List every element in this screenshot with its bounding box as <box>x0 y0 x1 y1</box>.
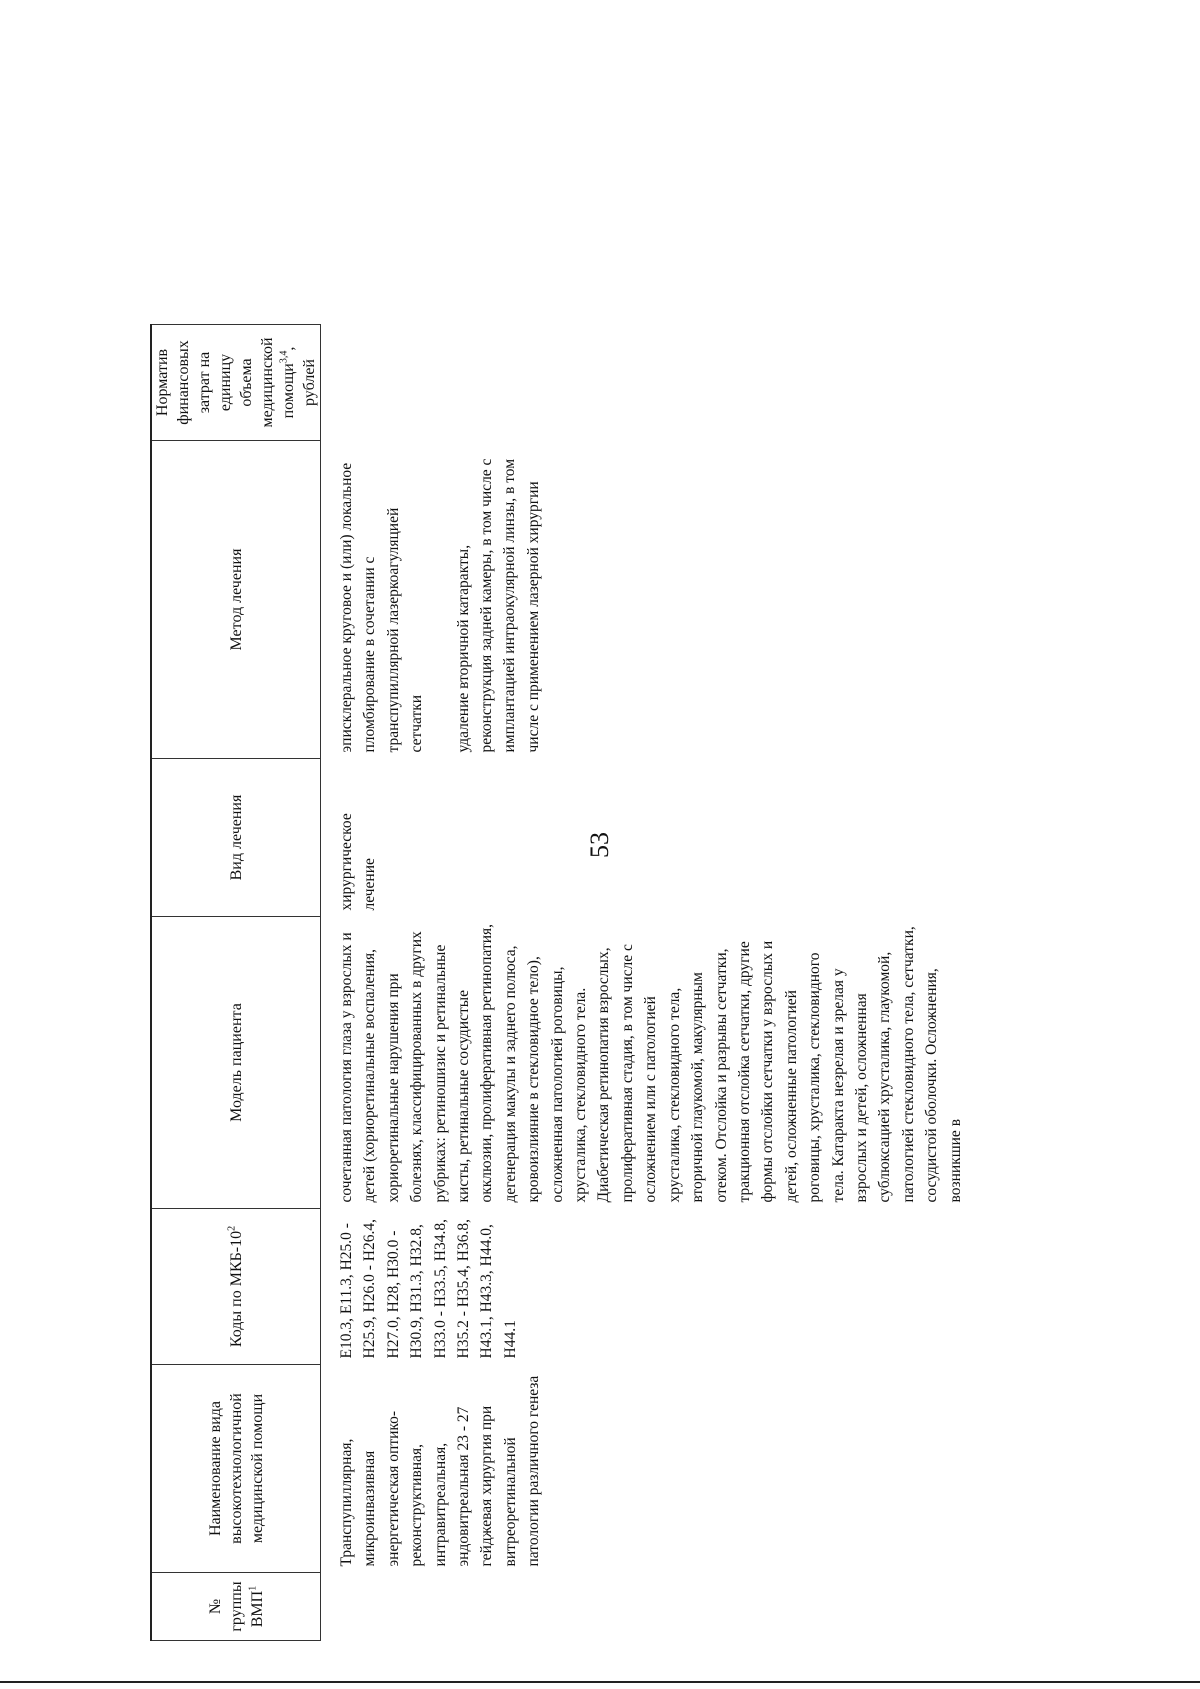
header-cost-norm: Норматив финансовых затрат на единицу объема медицинской помощи$^{3,4}$, рублей <box>151 325 321 441</box>
table-row <box>321 325 967 1641</box>
bottom-rule <box>0 1681 1200 1683</box>
rotated-table-container <box>150 49 1190 1641</box>
page-number: 53 <box>585 832 614 858</box>
cell-group-no <box>321 1573 967 1641</box>
cell-treatment-type: хирургическое лечение <box>338 813 379 911</box>
method-spacer <box>429 447 452 753</box>
table-header-row <box>151 325 321 1641</box>
cell-vmp-name: Транспупиллярная, микроинвазивная энергетическая оптико-реконструктивная, интравитреальная, эндовитреальная 23 - 27 гейджевая хирургия при витреоретинальной патологии различного генеза <box>338 1375 543 1567</box>
treatment-method-2: удаление вторичной катаракты, реконструкция задней камеры, в том числе с имплантацией интраокулярной линзы, в том числе с применением лазерной хирургии <box>454 458 542 753</box>
cell-cost-norm <box>321 325 967 441</box>
header-icd-codes: Коды по МКБ-$10^2$ <box>151 1209 321 1365</box>
treatment-method-1: эписклеральное круговое и (или) локальное пломбирование в сочетании с транспупиллярной лазеркоагуляцией сетчатки <box>338 462 426 753</box>
cell-patient-model: сочетанная патология глаза у взрослых и детей (хориоретинальные воспаления, хориоретинальные нарушения при болезнях, классифицированных в других рубриках: ретиношизис и ретинальные кисты, ретинальные сосудистые окклюзии, пролиферативная ретинопатия, дегенерация макулы и заднего полюса, кровоизлияние в стекловидное тело), осложненная патологией роговицы, хрусталика, стекловидного тела. Диабетическая ретинопатия взрослых, пролиферативная стадия, в том числе с осложнением или с патологией хрусталика, стекловидного тела, вторичной глаукомой, макулярным отеком. Отслойка и разрывы сетчатки, тракционная отслойка сетчатки, другие формы отслойки сетчатки у взрослых и детей, осложненные патологией роговицы, хрусталика, стекловидного тела. Катаракта незрелая и зрелая у взрослых и детей, осложненная сублюксацией хрусталика, глаукомой, патологией стекловидного тела, сетчатки, сосудистой оболочки. Осложнения, возникшие в <box>338 923 964 1203</box>
cell-icd-codes: E10.3, E11.3, H25.0 - H25.9, H26.0 - H26.4, H27.0, H28, H30.0 - H30.9, H31.3, H32.8, H33.0 - H33.5, H34.8, H35.2 - H35.4, H36.8, H43.1, H43.3, H44.0, H44.1 <box>338 1219 519 1359</box>
header-patient-model: Модель пациента <box>151 917 321 1209</box>
header-group-no: № группы ВМП$^1$ <box>151 1573 321 1641</box>
header-treatment-type: Вид лечения <box>151 759 321 917</box>
vmp-table <box>150 324 967 1641</box>
cell-treatment-method <box>321 441 967 759</box>
header-vmp-name: Наименование вида высокотехнологичной медицинской помощи <box>151 1365 321 1573</box>
header-treatment-method: Метод лечения <box>151 441 321 759</box>
